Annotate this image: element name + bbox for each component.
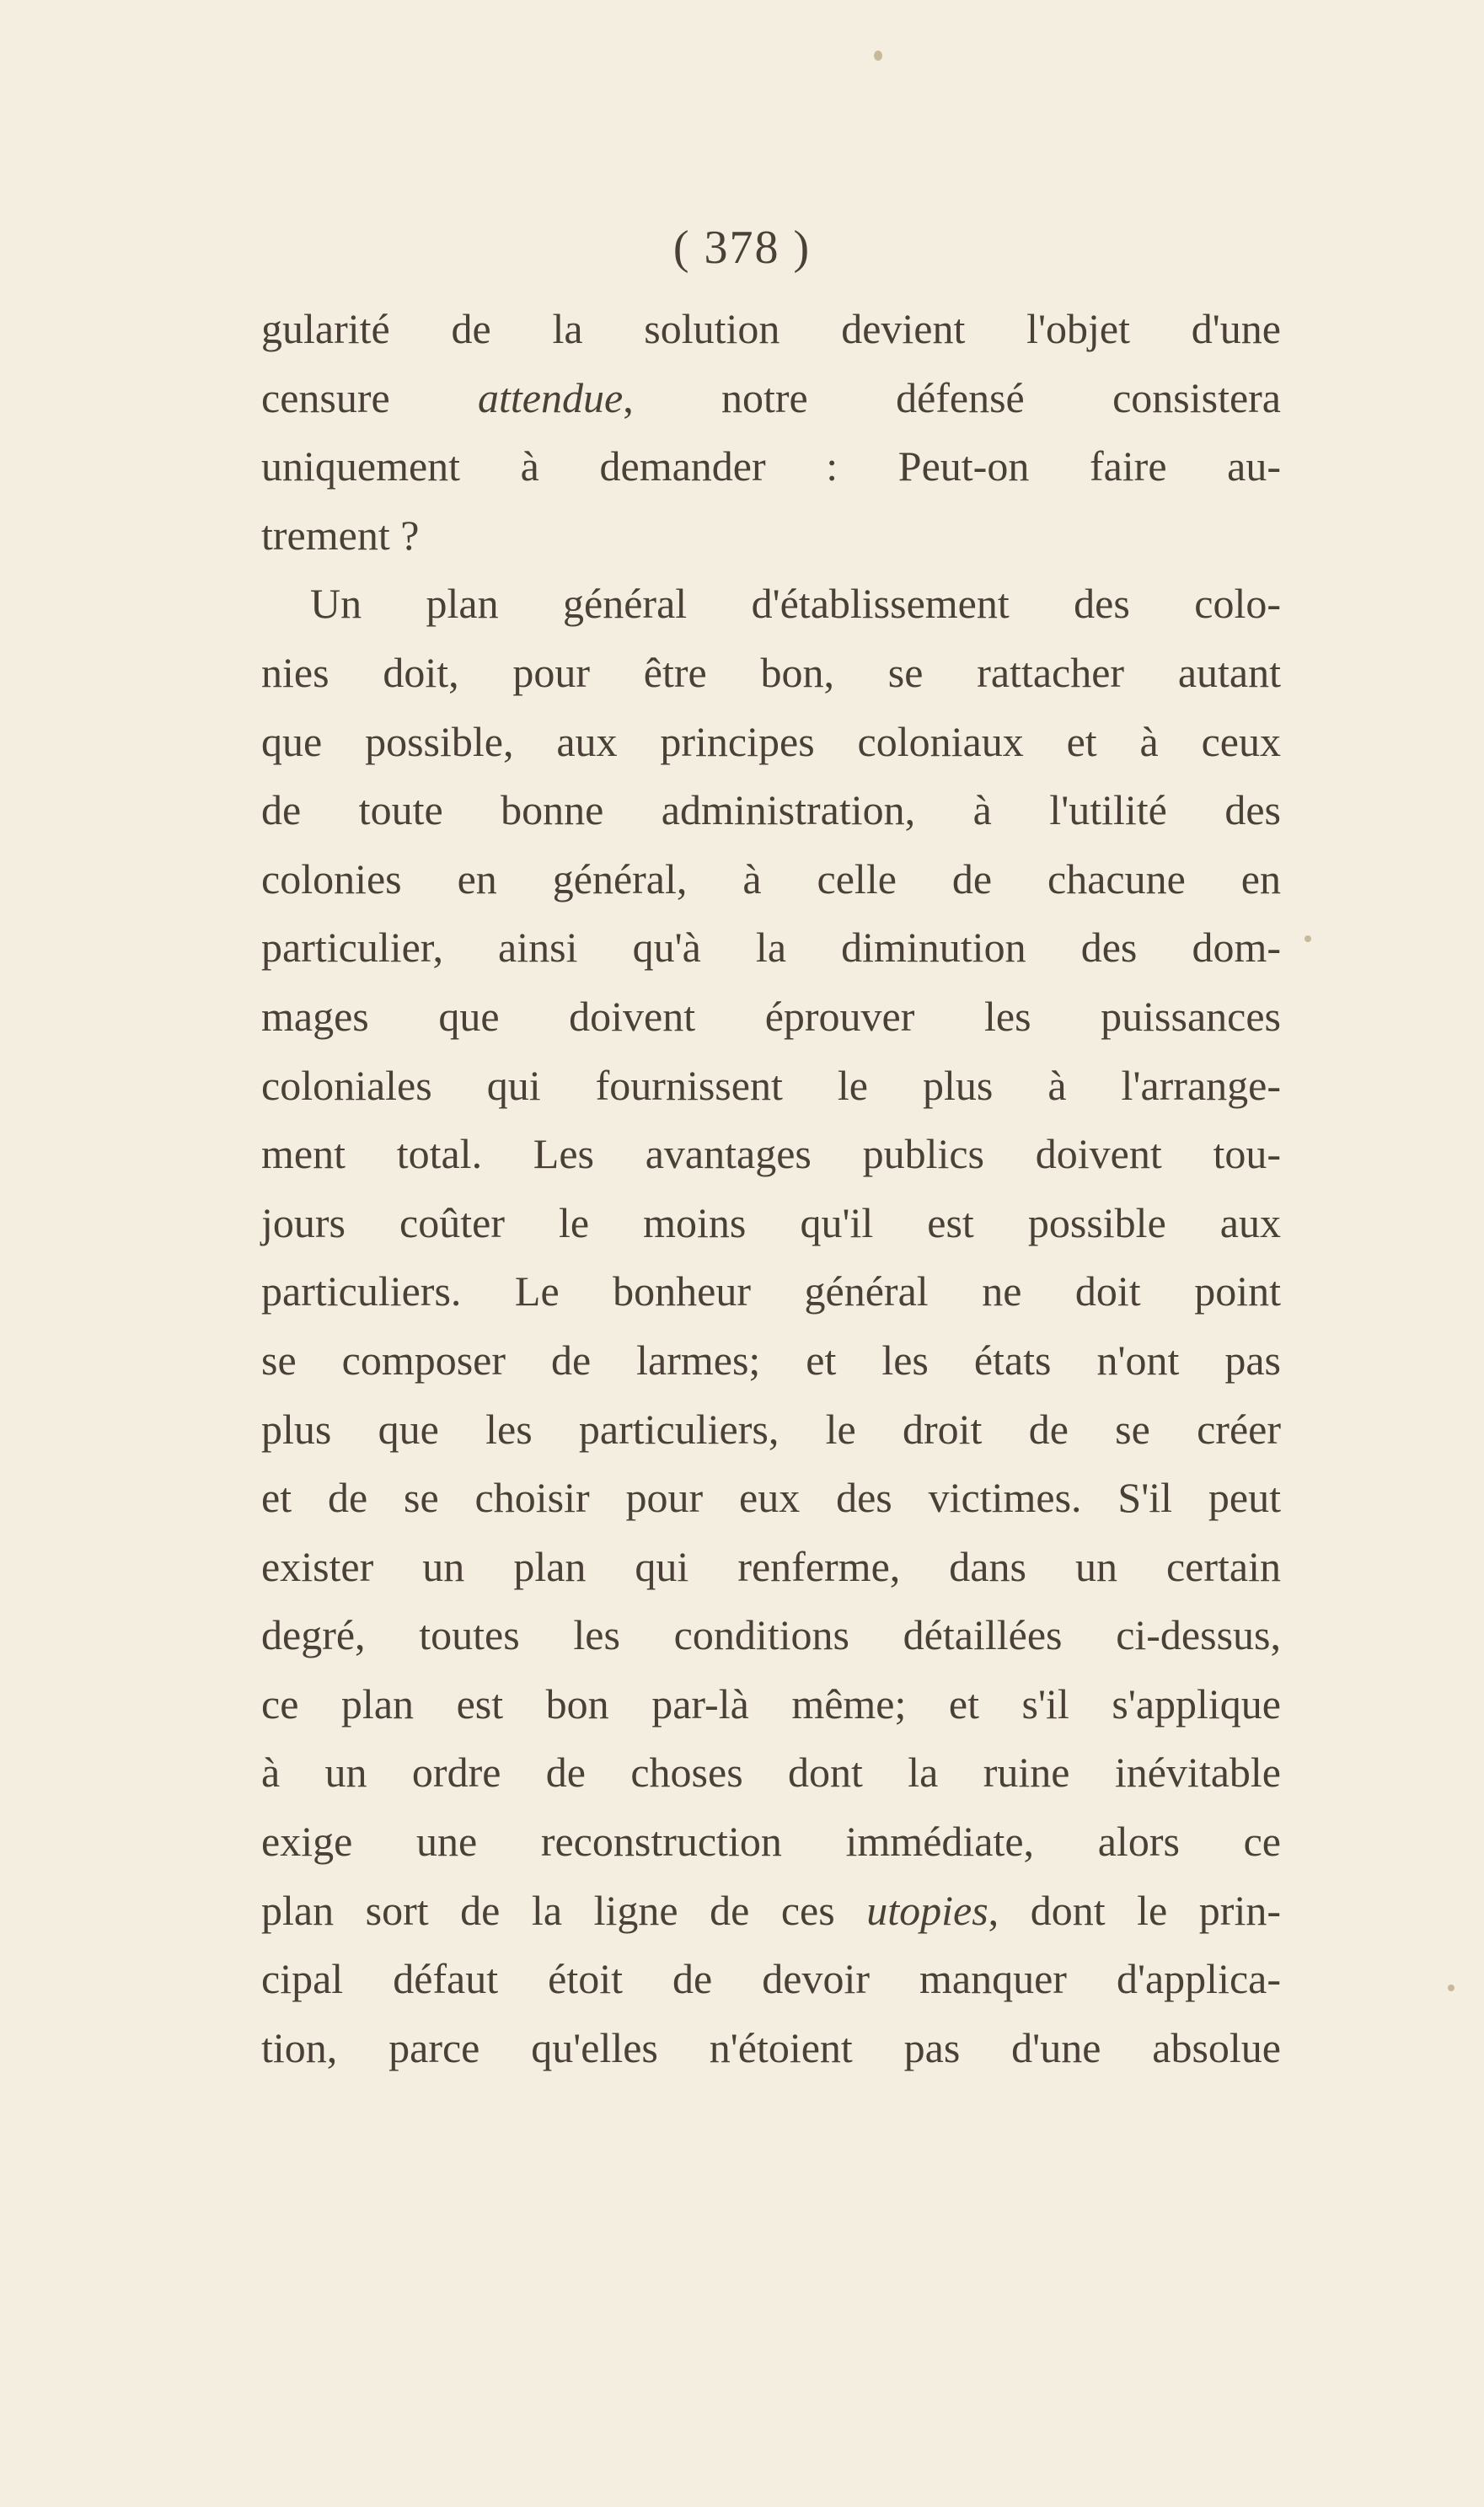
text-line: tion, parce qu'elles n'étoient pas d'une absolue — [261, 2023, 1281, 2071]
text-line: exige une reconstruction immédiate, alors ce — [261, 1818, 1281, 1866]
text-line: plus que les particuliers, le droit de se créer — [261, 1405, 1281, 1453]
text-line — [261, 1887, 1281, 1956]
paragraph-start-line: Un plan général d'établissement des colo- — [310, 580, 1281, 628]
text-line: degré, toutes les conditions détaillées ci-dessus, — [261, 1611, 1281, 1659]
text-line: particuliers. Le bonheur général ne doit point — [261, 1267, 1281, 1315]
page-number: ( 378 ) — [672, 222, 812, 274]
text-line: colonies en général, à celle de chacune en — [261, 854, 1281, 903]
italic-word: utopies — [866, 1886, 988, 1934]
text-line: trement ? — [261, 511, 420, 559]
text-line: uniquement à demander : Peut-on faire au- — [261, 442, 1281, 490]
text-line: de toute bonne administration, à l'utilité des — [261, 786, 1281, 834]
body-text — [261, 305, 1281, 2092]
text-line: ce plan est bon par-là même; et s'il s'applique — [261, 1679, 1281, 1728]
text-line: que possible, aux principes coloniaux et à ceux — [261, 717, 1281, 765]
text-run: plan sort de la ligne de ces — [261, 1886, 867, 1934]
text-line: cipal défaut étoit de devoir manquer d'applica- — [261, 1955, 1281, 2003]
text-line: se composer de larmes; et les états n'ont pas — [261, 1336, 1281, 1384]
text-line: mages que doivent éprouver les puissances — [261, 992, 1281, 1040]
text-line: ment total. Les avantages publics doivent tou- — [261, 1130, 1281, 1178]
text-line: à un ordre de choses dont la ruine inévitable — [261, 1749, 1281, 1797]
text-line: nies doit, pour être bon, se rattacher autant — [261, 648, 1281, 696]
paper-spot — [874, 51, 882, 61]
text-line: gularité de la solution devient l'objet d'une — [261, 305, 1281, 352]
text-run: censure — [261, 373, 479, 421]
text-line — [261, 374, 1281, 443]
text-line: et de se choisir pour eux des victimes. S'il peut — [261, 1474, 1281, 1522]
text-run: , dont le prin- — [988, 1886, 1281, 1934]
text-run: , notre défensé consistera — [623, 373, 1281, 421]
text-line: exister un plan qui renferme, dans un certain — [261, 1542, 1281, 1590]
italic-word: attendue — [478, 373, 624, 421]
paper-spot — [1448, 1985, 1455, 1991]
text-line: particulier, ainsi qu'à la diminution des dom- — [261, 924, 1281, 972]
text-line: jours coûter le moins qu'il est possible aux — [261, 1198, 1281, 1246]
text-line: coloniales qui fournissent le plus à l'arrange- — [261, 1061, 1281, 1109]
paper-spot — [1305, 935, 1311, 942]
